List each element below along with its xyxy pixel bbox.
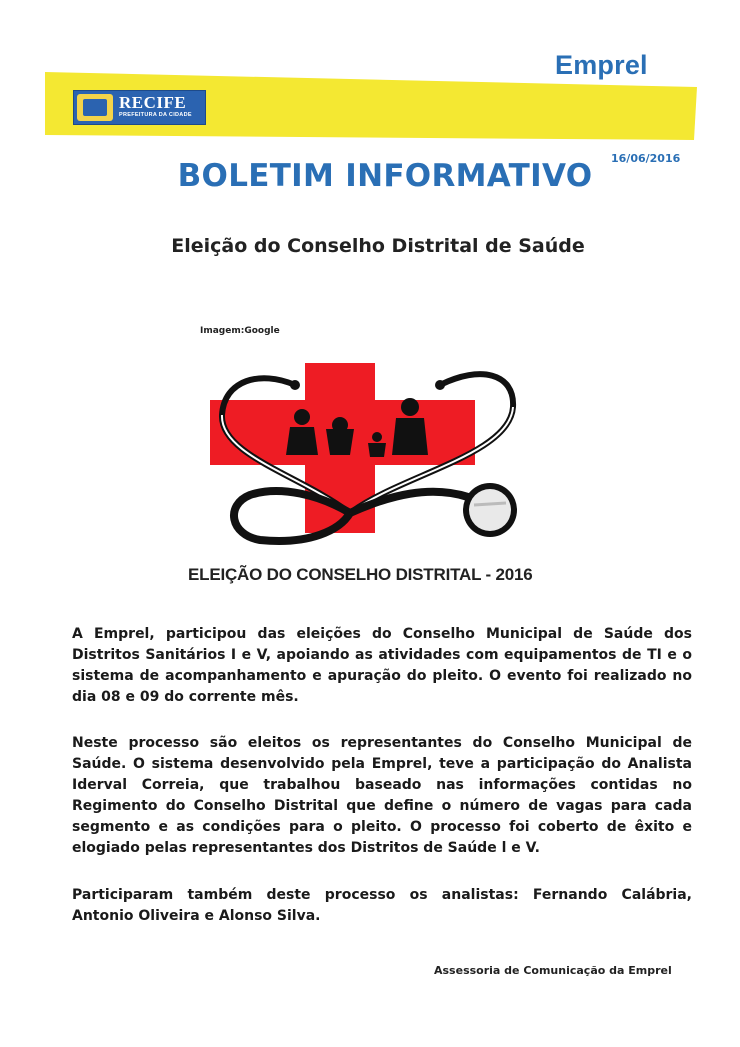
bulletin-date: 16/06/2016 [611,152,681,165]
city-crest-icon [77,94,113,121]
article-paragraph-3: Participaram também deste processo os analistas: Fernando Calábria, Antonio Oliveira e Alonso Silva. [72,887,692,924]
article-paragraph-1: A Emprel, participou das eleições do Conselho Municipal de Saúde dos Distritos Sanitários I e V, apoiando as atividades com equipamentos de TI e o sistema de acompanhamento e apuração do pleito. O evento foi realizado no dia 08 e 09 do corrente mês. [72,626,692,705]
article-paragraph-2: Neste processo são eleitos os representantes do Conselho Municipal de Saúde. O sistema desenvolvido pela Emprel, teve a participação do Analista Iderval Correia, que trabalhou baseado nas informações contidas no Regimento do Conselho Distrital que define o número de vagas para cada segmento e as condições para o pleito. O processo foi coberto de êxito e elogiado pelas representantes dos Distritos de Saúde l e V. [72,735,692,856]
image-caption: ELEIÇÃO DO CONSELHO DISTRITAL - 2016 [188,565,533,584]
signature: Assessoria de Comunicação da Emprel [434,964,672,977]
red-cross-stethoscope-family-icon [200,345,530,555]
bulletin-subtitle: Eleição do Conselho Distrital de Saúde [171,235,585,257]
image-credit: Imagem:Google [200,326,280,336]
logo-subtitle: PREFEITURA DA CIDADE [119,112,192,118]
recife-logo [73,90,206,125]
logo-name: RECIFE [119,93,187,112]
emprel-brand: Emprel [555,50,648,80]
bulletin-title: BOLETIM INFORMATIVO [177,158,593,194]
